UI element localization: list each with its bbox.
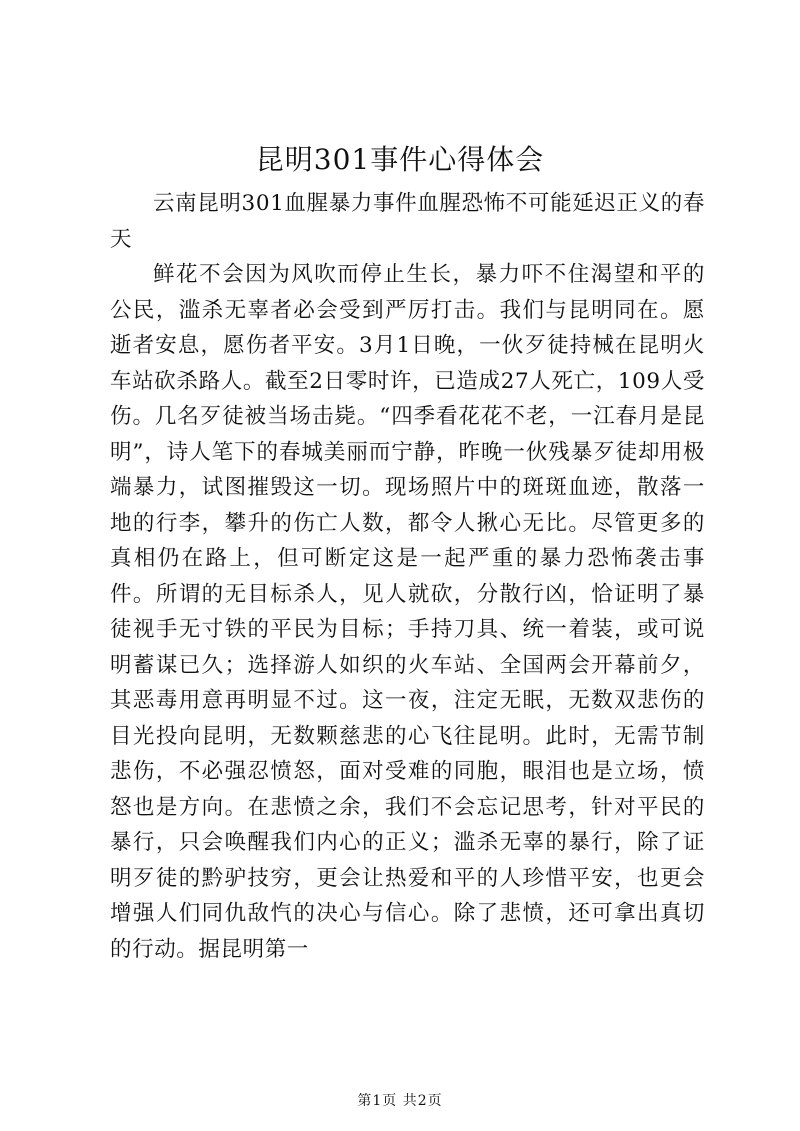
- page-footer: 第1页 共2页: [357, 1093, 443, 1109]
- document-title: 昆明301事件心得体会: [255, 143, 545, 176]
- document-body: [110, 186, 705, 967]
- body-paragraph: 鲜花不会因为风吹而停止生长，暴力吓不住渴望和平的公民，滥杀无辜者必会受到严厉打击。我们与昆明同在。愿逝者安息，愿伤者平安。3月1日晚，一伙歹徒持械在昆明火车站砍杀路人。截至2日零时许，已造成27人死亡，109人受伤。几名歹徒被当场击毙。“四季看花花不老，一江春月是昆明”，诗人笔下的春城美丽而宁静，昨晚一伙残暴歹徒却用极端暴力，试图摧毁这一切。现场照片中的斑斑血迹，散落一地的行李，攀升的伤亡人数，都令人揪心无比。尽管更多的真相仍在路上，但可断定这是一起严重的暴力恐怖袭击事件。所谓的无目标杀人，见人就砍，分散行凶，恰证明了暴徒视手无寸铁的平民为目标；手持刀具、统一着装，或可说明蓄谋已久；选择游人如织的火车站、全国两会开幕前夕，其恶毒用意再明显不过。这一夜，注定无眠，无数双悲伤的目光投向昆明，无数颗慈悲的心飞往昆明。此时，无需节制悲伤，不必强忍愤怒，面对受难的同胞，眼泪也是立场，愤怒也是方向。在悲愤之余，我们不会忘记思考，针对平民的暴行，只会唤醒我们内心的正义；滥杀无辜的暴行，除了证明歹徒的黔驴技穷，更会让热爱和平的人珍惜平安，也更会增强人们同仇敌忾的决心与信心。除了悲愤，还可拿出真切的行动。据昆明第一: [110, 262, 705, 962]
- subtitle-paragraph: 云南昆明301血腥暴力事件血腥恐怖不可能延迟正义的春天: [110, 191, 705, 252]
